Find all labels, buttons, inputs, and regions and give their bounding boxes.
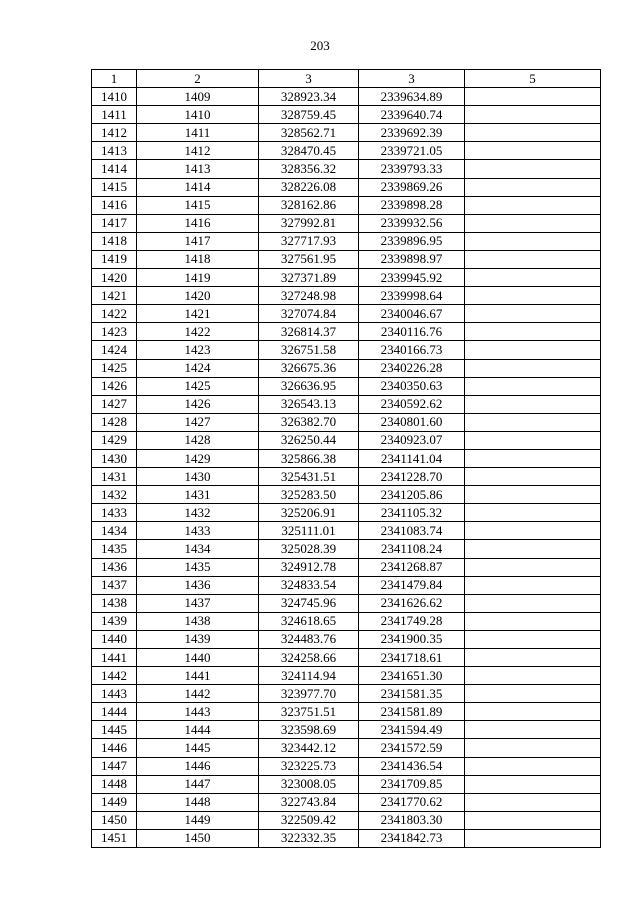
previous-point-cell: 1427 bbox=[137, 413, 259, 431]
point-number-cell: 1444 bbox=[92, 703, 137, 721]
point-number-cell: 1424 bbox=[92, 341, 137, 359]
x-coordinate-cell: 327371.89 bbox=[259, 269, 359, 287]
header-cell-1: 1 bbox=[92, 70, 137, 88]
point-number-cell: 1442 bbox=[92, 667, 137, 685]
table-row bbox=[92, 793, 601, 811]
table-row bbox=[92, 757, 601, 775]
y-coordinate-cell: 2341205.86 bbox=[359, 486, 465, 504]
y-coordinate-cell: 2340226.28 bbox=[359, 359, 465, 377]
note-cell bbox=[465, 649, 601, 667]
x-coordinate-cell: 328162.86 bbox=[259, 196, 359, 214]
note-cell bbox=[465, 124, 601, 142]
coordinates-table bbox=[91, 69, 601, 848]
y-coordinate-cell: 2339898.97 bbox=[359, 250, 465, 268]
table-row bbox=[92, 287, 601, 305]
point-number-cell: 1415 bbox=[92, 178, 137, 196]
point-number-cell: 1427 bbox=[92, 395, 137, 413]
previous-point-cell: 1449 bbox=[137, 811, 259, 829]
note-cell bbox=[465, 793, 601, 811]
table-row bbox=[92, 250, 601, 268]
note-cell bbox=[465, 250, 601, 268]
header-cell-5: 5 bbox=[465, 70, 601, 88]
note-cell bbox=[465, 88, 601, 106]
previous-point-cell: 1416 bbox=[137, 214, 259, 232]
note-cell bbox=[465, 540, 601, 558]
x-coordinate-cell: 326814.37 bbox=[259, 323, 359, 341]
y-coordinate-cell: 2340350.63 bbox=[359, 377, 465, 395]
x-coordinate-cell: 323598.69 bbox=[259, 721, 359, 739]
x-coordinate-cell: 326543.13 bbox=[259, 395, 359, 413]
previous-point-cell: 1425 bbox=[137, 377, 259, 395]
table-row bbox=[92, 540, 601, 558]
point-number-cell: 1439 bbox=[92, 612, 137, 630]
previous-point-cell: 1426 bbox=[137, 395, 259, 413]
table-row bbox=[92, 739, 601, 757]
point-number-cell: 1412 bbox=[92, 124, 137, 142]
y-coordinate-cell: 2341436.54 bbox=[359, 757, 465, 775]
previous-point-cell: 1444 bbox=[137, 721, 259, 739]
note-cell bbox=[465, 811, 601, 829]
y-coordinate-cell: 2339998.64 bbox=[359, 287, 465, 305]
y-coordinate-cell: 2339640.74 bbox=[359, 106, 465, 124]
note-cell bbox=[465, 359, 601, 377]
x-coordinate-cell: 326250.44 bbox=[259, 431, 359, 449]
previous-point-cell: 1450 bbox=[137, 829, 259, 847]
point-number-cell: 1428 bbox=[92, 413, 137, 431]
point-number-cell: 1432 bbox=[92, 486, 137, 504]
x-coordinate-cell: 324618.65 bbox=[259, 612, 359, 630]
table-row bbox=[92, 504, 601, 522]
point-number-cell: 1438 bbox=[92, 594, 137, 612]
y-coordinate-cell: 2341581.35 bbox=[359, 685, 465, 703]
previous-point-cell: 1446 bbox=[137, 757, 259, 775]
note-cell bbox=[465, 449, 601, 467]
y-coordinate-cell: 2341709.85 bbox=[359, 775, 465, 793]
point-number-cell: 1419 bbox=[92, 250, 137, 268]
y-coordinate-cell: 2339634.89 bbox=[359, 88, 465, 106]
table-row bbox=[92, 703, 601, 721]
point-number-cell: 1423 bbox=[92, 323, 137, 341]
y-coordinate-cell: 2341594.49 bbox=[359, 721, 465, 739]
y-coordinate-cell: 2341651.30 bbox=[359, 667, 465, 685]
x-coordinate-cell: 324912.78 bbox=[259, 558, 359, 576]
table-row bbox=[92, 829, 601, 847]
table-row bbox=[92, 630, 601, 648]
point-number-cell: 1411 bbox=[92, 106, 137, 124]
point-number-cell: 1410 bbox=[92, 88, 137, 106]
previous-point-cell: 1441 bbox=[137, 667, 259, 685]
y-coordinate-cell: 2340116.76 bbox=[359, 323, 465, 341]
note-cell bbox=[465, 721, 601, 739]
y-coordinate-cell: 2341770.62 bbox=[359, 793, 465, 811]
previous-point-cell: 1438 bbox=[137, 612, 259, 630]
table-row bbox=[92, 178, 601, 196]
x-coordinate-cell: 327992.81 bbox=[259, 214, 359, 232]
y-coordinate-cell: 2339932.56 bbox=[359, 214, 465, 232]
note-cell bbox=[465, 214, 601, 232]
note-cell bbox=[465, 341, 601, 359]
note-cell bbox=[465, 612, 601, 630]
x-coordinate-cell: 323225.73 bbox=[259, 757, 359, 775]
point-number-cell: 1414 bbox=[92, 160, 137, 178]
point-number-cell: 1437 bbox=[92, 576, 137, 594]
note-cell bbox=[465, 486, 601, 504]
y-coordinate-cell: 2341108.24 bbox=[359, 540, 465, 558]
table-row bbox=[92, 685, 601, 703]
x-coordinate-cell: 324483.76 bbox=[259, 630, 359, 648]
previous-point-cell: 1440 bbox=[137, 649, 259, 667]
table-row bbox=[92, 323, 601, 341]
previous-point-cell: 1433 bbox=[137, 522, 259, 540]
table-row bbox=[92, 811, 601, 829]
y-coordinate-cell: 2340801.60 bbox=[359, 413, 465, 431]
note-cell bbox=[465, 106, 601, 124]
x-coordinate-cell: 328356.32 bbox=[259, 160, 359, 178]
previous-point-cell: 1431 bbox=[137, 486, 259, 504]
x-coordinate-cell: 328226.08 bbox=[259, 178, 359, 196]
previous-point-cell: 1414 bbox=[137, 178, 259, 196]
point-number-cell: 1418 bbox=[92, 232, 137, 250]
point-number-cell: 1446 bbox=[92, 739, 137, 757]
point-number-cell: 1441 bbox=[92, 649, 137, 667]
note-cell bbox=[465, 775, 601, 793]
x-coordinate-cell: 323751.51 bbox=[259, 703, 359, 721]
previous-point-cell: 1415 bbox=[137, 196, 259, 214]
table-row bbox=[92, 106, 601, 124]
point-number-cell: 1413 bbox=[92, 142, 137, 160]
point-number-cell: 1449 bbox=[92, 793, 137, 811]
table-row bbox=[92, 431, 601, 449]
table-row bbox=[92, 196, 601, 214]
previous-point-cell: 1421 bbox=[137, 305, 259, 323]
note-cell bbox=[465, 757, 601, 775]
note-cell bbox=[465, 413, 601, 431]
table-row bbox=[92, 576, 601, 594]
y-coordinate-cell: 2339896.95 bbox=[359, 232, 465, 250]
y-coordinate-cell: 2341479.84 bbox=[359, 576, 465, 594]
point-number-cell: 1422 bbox=[92, 305, 137, 323]
x-coordinate-cell: 326675.36 bbox=[259, 359, 359, 377]
table-row bbox=[92, 142, 601, 160]
x-coordinate-cell: 323977.70 bbox=[259, 685, 359, 703]
previous-point-cell: 1412 bbox=[137, 142, 259, 160]
x-coordinate-cell: 324114.94 bbox=[259, 667, 359, 685]
previous-point-cell: 1435 bbox=[137, 558, 259, 576]
table-row bbox=[92, 775, 601, 793]
point-number-cell: 1440 bbox=[92, 630, 137, 648]
table-row bbox=[92, 232, 601, 250]
table-row bbox=[92, 88, 601, 106]
table-row bbox=[92, 377, 601, 395]
y-coordinate-cell: 2339898.28 bbox=[359, 196, 465, 214]
note-cell bbox=[465, 667, 601, 685]
y-coordinate-cell: 2340166.73 bbox=[359, 341, 465, 359]
previous-point-cell: 1442 bbox=[137, 685, 259, 703]
point-number-cell: 1445 bbox=[92, 721, 137, 739]
table-row bbox=[92, 160, 601, 178]
y-coordinate-cell: 2341581.89 bbox=[359, 703, 465, 721]
header-cell-4: 3 bbox=[359, 70, 465, 88]
point-number-cell: 1436 bbox=[92, 558, 137, 576]
previous-point-cell: 1445 bbox=[137, 739, 259, 757]
previous-point-cell: 1424 bbox=[137, 359, 259, 377]
note-cell bbox=[465, 178, 601, 196]
previous-point-cell: 1411 bbox=[137, 124, 259, 142]
previous-point-cell: 1429 bbox=[137, 449, 259, 467]
note-cell bbox=[465, 142, 601, 160]
point-number-cell: 1421 bbox=[92, 287, 137, 305]
note-cell bbox=[465, 160, 601, 178]
table-row bbox=[92, 522, 601, 540]
table-row bbox=[92, 486, 601, 504]
note-cell bbox=[465, 395, 601, 413]
previous-point-cell: 1439 bbox=[137, 630, 259, 648]
previous-point-cell: 1437 bbox=[137, 594, 259, 612]
note-cell bbox=[465, 558, 601, 576]
table-row bbox=[92, 558, 601, 576]
table-row bbox=[92, 468, 601, 486]
point-number-cell: 1420 bbox=[92, 269, 137, 287]
previous-point-cell: 1434 bbox=[137, 540, 259, 558]
table-row bbox=[92, 612, 601, 630]
x-coordinate-cell: 322332.35 bbox=[259, 829, 359, 847]
point-number-cell: 1417 bbox=[92, 214, 137, 232]
note-cell bbox=[465, 377, 601, 395]
point-number-cell: 1425 bbox=[92, 359, 137, 377]
x-coordinate-cell: 325206.91 bbox=[259, 504, 359, 522]
x-coordinate-cell: 326382.70 bbox=[259, 413, 359, 431]
note-cell bbox=[465, 196, 601, 214]
point-number-cell: 1430 bbox=[92, 449, 137, 467]
previous-point-cell: 1410 bbox=[137, 106, 259, 124]
previous-point-cell: 1413 bbox=[137, 160, 259, 178]
table-row bbox=[92, 649, 601, 667]
previous-point-cell: 1422 bbox=[137, 323, 259, 341]
x-coordinate-cell: 324745.96 bbox=[259, 594, 359, 612]
y-coordinate-cell: 2340046.67 bbox=[359, 305, 465, 323]
point-number-cell: 1433 bbox=[92, 504, 137, 522]
point-number-cell: 1443 bbox=[92, 685, 137, 703]
table-body bbox=[92, 88, 601, 848]
note-cell bbox=[465, 522, 601, 540]
previous-point-cell: 1420 bbox=[137, 287, 259, 305]
table-row bbox=[92, 214, 601, 232]
note-cell bbox=[465, 504, 601, 522]
note-cell bbox=[465, 630, 601, 648]
note-cell bbox=[465, 829, 601, 847]
note-cell bbox=[465, 594, 601, 612]
page-number: 203 bbox=[310, 38, 330, 53]
x-coordinate-cell: 325866.38 bbox=[259, 449, 359, 467]
header-row bbox=[92, 70, 601, 88]
y-coordinate-cell: 2341718.61 bbox=[359, 649, 465, 667]
x-coordinate-cell: 324258.66 bbox=[259, 649, 359, 667]
x-coordinate-cell: 327561.95 bbox=[259, 250, 359, 268]
x-coordinate-cell: 327074.84 bbox=[259, 305, 359, 323]
table-row bbox=[92, 395, 601, 413]
previous-point-cell: 1443 bbox=[137, 703, 259, 721]
previous-point-cell: 1418 bbox=[137, 250, 259, 268]
x-coordinate-cell: 328562.71 bbox=[259, 124, 359, 142]
point-number-cell: 1450 bbox=[92, 811, 137, 829]
note-cell bbox=[465, 703, 601, 721]
y-coordinate-cell: 2339945.92 bbox=[359, 269, 465, 287]
point-number-cell: 1447 bbox=[92, 757, 137, 775]
y-coordinate-cell: 2341900.35 bbox=[359, 630, 465, 648]
y-coordinate-cell: 2341083.74 bbox=[359, 522, 465, 540]
previous-point-cell: 1419 bbox=[137, 269, 259, 287]
x-coordinate-cell: 325283.50 bbox=[259, 486, 359, 504]
table-row bbox=[92, 721, 601, 739]
table-row bbox=[92, 449, 601, 467]
y-coordinate-cell: 2341572.59 bbox=[359, 739, 465, 757]
x-coordinate-cell: 322743.84 bbox=[259, 793, 359, 811]
y-coordinate-cell: 2339692.39 bbox=[359, 124, 465, 142]
y-coordinate-cell: 2340923.07 bbox=[359, 431, 465, 449]
x-coordinate-cell: 327248.98 bbox=[259, 287, 359, 305]
header-cell-3: 3 bbox=[259, 70, 359, 88]
note-cell bbox=[465, 431, 601, 449]
table-row bbox=[92, 413, 601, 431]
y-coordinate-cell: 2341268.87 bbox=[359, 558, 465, 576]
table-row bbox=[92, 359, 601, 377]
y-coordinate-cell: 2340592.62 bbox=[359, 395, 465, 413]
y-coordinate-cell: 2341228.70 bbox=[359, 468, 465, 486]
note-cell bbox=[465, 685, 601, 703]
y-coordinate-cell: 2341626.62 bbox=[359, 594, 465, 612]
x-coordinate-cell: 326751.58 bbox=[259, 341, 359, 359]
note-cell bbox=[465, 576, 601, 594]
y-coordinate-cell: 2341842.73 bbox=[359, 829, 465, 847]
y-coordinate-cell: 2341803.30 bbox=[359, 811, 465, 829]
x-coordinate-cell: 328923.34 bbox=[259, 88, 359, 106]
point-number-cell: 1451 bbox=[92, 829, 137, 847]
note-cell bbox=[465, 323, 601, 341]
point-number-cell: 1431 bbox=[92, 468, 137, 486]
y-coordinate-cell: 2339793.33 bbox=[359, 160, 465, 178]
previous-point-cell: 1423 bbox=[137, 341, 259, 359]
previous-point-cell: 1417 bbox=[137, 232, 259, 250]
previous-point-cell: 1432 bbox=[137, 504, 259, 522]
y-coordinate-cell: 2339869.26 bbox=[359, 178, 465, 196]
table-row bbox=[92, 269, 601, 287]
x-coordinate-cell: 328470.45 bbox=[259, 142, 359, 160]
header-cell-2: 2 bbox=[137, 70, 259, 88]
table-row bbox=[92, 341, 601, 359]
x-coordinate-cell: 323008.05 bbox=[259, 775, 359, 793]
x-coordinate-cell: 324833.54 bbox=[259, 576, 359, 594]
previous-point-cell: 1428 bbox=[137, 431, 259, 449]
note-cell bbox=[465, 305, 601, 323]
previous-point-cell: 1436 bbox=[137, 576, 259, 594]
x-coordinate-cell: 328759.45 bbox=[259, 106, 359, 124]
y-coordinate-cell: 2341749.28 bbox=[359, 612, 465, 630]
table-header bbox=[92, 70, 601, 88]
note-cell bbox=[465, 468, 601, 486]
point-number-cell: 1429 bbox=[92, 431, 137, 449]
x-coordinate-cell: 322509.42 bbox=[259, 811, 359, 829]
x-coordinate-cell: 327717.93 bbox=[259, 232, 359, 250]
previous-point-cell: 1430 bbox=[137, 468, 259, 486]
x-coordinate-cell: 325111.01 bbox=[259, 522, 359, 540]
note-cell bbox=[465, 739, 601, 757]
point-number-cell: 1435 bbox=[92, 540, 137, 558]
point-number-cell: 1448 bbox=[92, 775, 137, 793]
note-cell bbox=[465, 269, 601, 287]
y-coordinate-cell: 2341105.32 bbox=[359, 504, 465, 522]
previous-point-cell: 1447 bbox=[137, 775, 259, 793]
x-coordinate-cell: 325431.51 bbox=[259, 468, 359, 486]
table-row bbox=[92, 594, 601, 612]
table-row bbox=[92, 124, 601, 142]
table-row bbox=[92, 305, 601, 323]
previous-point-cell: 1409 bbox=[137, 88, 259, 106]
previous-point-cell: 1448 bbox=[137, 793, 259, 811]
y-coordinate-cell: 2341141.04 bbox=[359, 449, 465, 467]
note-cell bbox=[465, 232, 601, 250]
point-number-cell: 1434 bbox=[92, 522, 137, 540]
point-number-cell: 1426 bbox=[92, 377, 137, 395]
point-number-cell: 1416 bbox=[92, 196, 137, 214]
x-coordinate-cell: 326636.95 bbox=[259, 377, 359, 395]
x-coordinate-cell: 325028.39 bbox=[259, 540, 359, 558]
y-coordinate-cell: 2339721.05 bbox=[359, 142, 465, 160]
note-cell bbox=[465, 287, 601, 305]
x-coordinate-cell: 323442.12 bbox=[259, 739, 359, 757]
table-row bbox=[92, 667, 601, 685]
